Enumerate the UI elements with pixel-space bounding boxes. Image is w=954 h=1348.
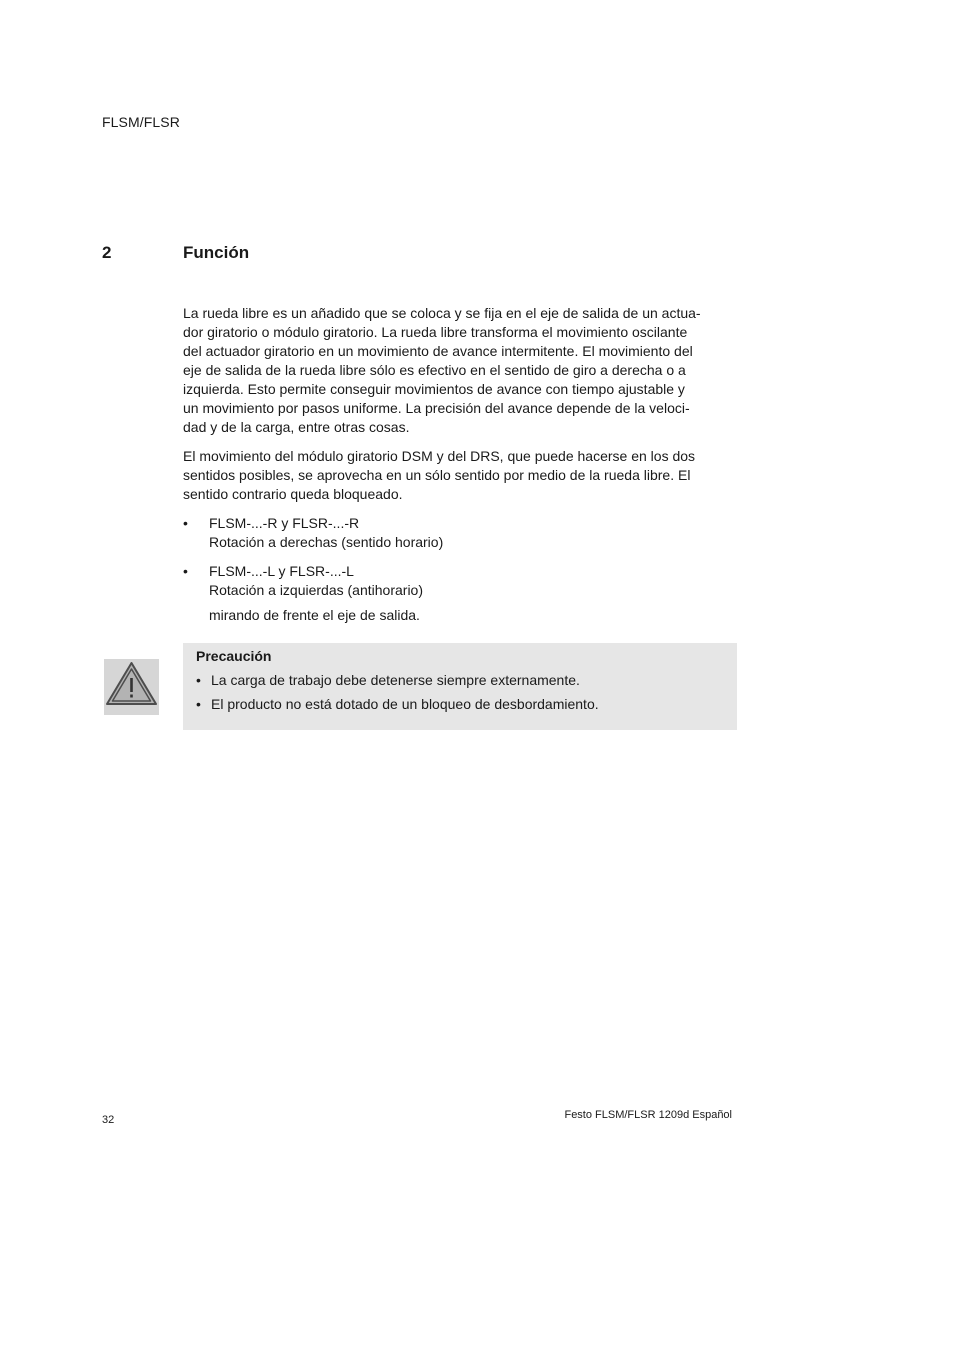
caution-item <box>196 672 580 688</box>
bullet-marker: • <box>183 563 188 579</box>
bullet-marker: • <box>196 696 201 712</box>
section-number: 2 <box>102 243 112 262</box>
list-item <box>183 514 739 552</box>
list-item <box>183 562 739 600</box>
paragraph-line: dor giratorio o módulo giratorio. La rueda libre transforma el movimiento oscilante <box>183 324 688 340</box>
section-body <box>183 304 739 625</box>
list-item-description: Rotación a izquierdas (antihorario) <box>209 582 423 598</box>
list-item-description: Rotación a derechas (sentido horario) <box>209 534 444 550</box>
page-number: 32 <box>102 1114 115 1126</box>
paragraph-2 <box>183 447 739 504</box>
list-item-title: FLSM-...-L y FLSR-...-L <box>209 563 354 579</box>
paragraph-line: eje de salida de la rueda libre sólo es efectivo en el sentido de giro a derecha o a <box>183 362 686 378</box>
paragraph-line: El movimiento del módulo giratorio DSM y del DRS, que puede hacerse en los dos <box>183 448 696 464</box>
caution-item-text: El producto no está dotado de un bloqueo de desbordamiento. <box>211 696 599 712</box>
list-footnote: mirando de frente el eje de salida. <box>209 607 420 623</box>
caution-item <box>196 696 599 712</box>
caution-title: Precaución <box>196 648 272 664</box>
paragraph-line: un movimiento por pasos uniforme. La precisión del avance depende de la veloci- <box>183 400 690 416</box>
bullet-marker: • <box>196 672 201 688</box>
document-header-code: FLSM/FLSR <box>102 114 180 130</box>
footer-document-info: Festo FLSM/FLSR 1209d Español <box>564 1109 732 1121</box>
warning-triangle-icon <box>104 659 159 715</box>
paragraph-line: izquierda. Esto permite conseguir movimientos de avance con tiempo ajustable y <box>183 381 685 397</box>
caution-box <box>183 643 737 730</box>
caution-item-text: La carga de trabajo debe detenerse siempre externamente. <box>211 672 580 688</box>
paragraph-line: La rueda libre es un añadido que se coloca y se fija en el eje de salida de un actua- <box>183 305 701 321</box>
list-item-title: FLSM-...-R y FLSR-...-R <box>209 515 360 531</box>
paragraph-line: sentido contrario queda bloqueado. <box>183 486 403 502</box>
paragraph-1 <box>183 304 739 437</box>
section-title: Función <box>183 243 250 262</box>
paragraph-line: dad y de la carga, entre otras cosas. <box>183 419 410 435</box>
warning-icon-box <box>104 659 159 715</box>
paragraph-line: del actuador giratorio en un movimiento de avance intermitente. El movimiento del <box>183 343 693 359</box>
bullet-marker: • <box>183 515 188 531</box>
paragraph-line: sentidos posibles, se aprovecha en un sólo sentido por medio de la rueda libre. El <box>183 467 691 483</box>
